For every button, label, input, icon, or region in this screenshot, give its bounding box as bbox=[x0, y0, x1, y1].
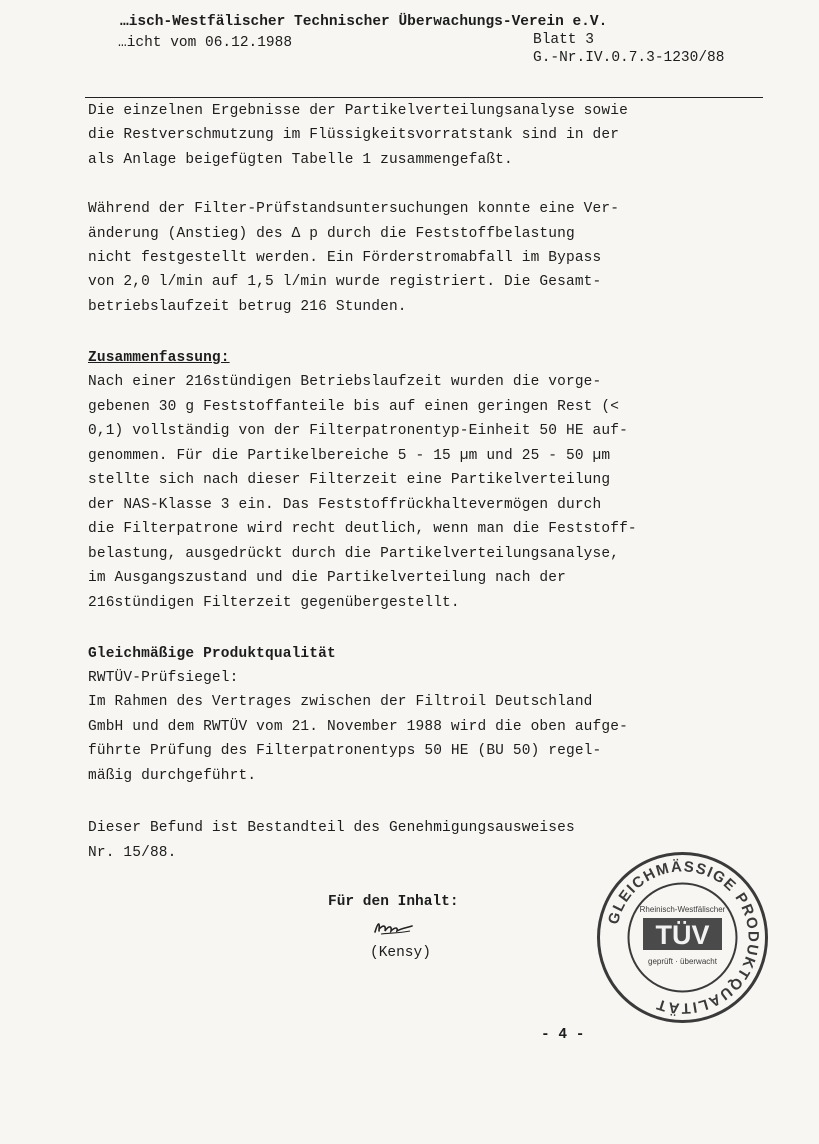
para2-line: Während der Filter-Prüfstandsuntersuchungen konnte eine Ver- bbox=[88, 201, 620, 217]
para1-line: die Restverschmutzung im Flüssigkeitsvorratstank sind in der bbox=[88, 127, 620, 143]
signature-name: (Kensy) bbox=[370, 945, 431, 961]
closing-line: Nr. 15/88. bbox=[88, 845, 177, 861]
summary-line: die Filterpatrone wird recht deutlich, wenn man die Feststoff- bbox=[88, 521, 637, 537]
seal-line: führte Prüfung des Filterpatronentyps 50 HE (BU 50) regel- bbox=[88, 743, 602, 759]
seal-line: mäßig durchgeführt. bbox=[88, 768, 257, 784]
summary-line: Nach einer 216stündigen Betriebslaufzeit wurden die vorge- bbox=[88, 374, 602, 390]
seal-line: GmbH und dem RWTÜV vom 21. November 1988 wird die oben aufge- bbox=[88, 719, 628, 735]
summary-line: der NAS-Klasse 3 ein. Das Feststoffrückhaltevermögen durch bbox=[88, 497, 602, 513]
summary-line: im Ausgangszustand und die Partikelverteilung nach der bbox=[88, 570, 566, 586]
para1-line: als Anlage beigefügten Tabelle 1 zusammengefaßt. bbox=[88, 152, 513, 168]
closing-line: Dieser Befund ist Bestandteil des Genehmigungsausweises bbox=[88, 820, 575, 836]
summary-line: 216stündigen Filterzeit gegenübergestellt. bbox=[88, 595, 460, 611]
summary-line: gebenen 30 g Feststoffanteile bis auf einen geringen Rest (< bbox=[88, 399, 620, 415]
para1-line: Die einzelnen Ergebnisse der Partikelverteilungsanalyse sowie bbox=[88, 103, 628, 119]
header-sheet-number: Blatt 3 bbox=[533, 32, 594, 48]
summary-line: genommen. Für die Partikelbereiche 5 - 15 µm und 25 - 50 µm bbox=[88, 448, 611, 464]
header-report-date: …icht vom 06.12.1988 bbox=[118, 35, 293, 51]
header-reference-number: G.-Nr.IV.0.7.3-1230/88 bbox=[533, 50, 725, 66]
seal-heading: RWTÜV-Prüfsiegel: bbox=[88, 670, 239, 686]
summary-heading: Zusammenfassung: bbox=[88, 350, 230, 366]
para2-line: nicht festgestellt werden. Ein Förderstromabfall im Bypass bbox=[88, 250, 602, 266]
signature-label: Für den Inhalt: bbox=[328, 894, 459, 910]
summary-line: stellte sich nach dieser Filterzeit eine Partikelverteilung bbox=[88, 472, 611, 488]
stamp-bottom-line: geprüft · überwacht bbox=[648, 957, 717, 966]
quality-heading: Gleichmäßige Produktqualität bbox=[88, 646, 336, 662]
header-organization: …isch-Westfälischer Technischer Überwachungs-Verein e.V. bbox=[120, 14, 608, 30]
para2-line: betriebslaufzeit betrug 216 Stunden. bbox=[88, 299, 407, 315]
stamp-logo: TÜV bbox=[655, 920, 710, 950]
seal-line: Im Rahmen des Vertrages zwischen der Filtroil Deutschland bbox=[88, 694, 593, 710]
summary-line: 0,1) vollständig von der Filterpatronentyp-Einheit 50 HE auf- bbox=[88, 423, 628, 439]
stamp-top-line: Rheinisch-Westfälischer bbox=[639, 905, 726, 914]
summary-line: belastung, ausgedrückt durch die Partikelverteilungsanalyse, bbox=[88, 546, 620, 562]
page-number: - 4 - bbox=[541, 1027, 585, 1043]
tuev-quality-stamp bbox=[595, 850, 770, 1025]
para2-line: änderung (Anstieg) des ∆ p durch die Feststoffbelastung bbox=[88, 226, 575, 242]
handwritten-signature bbox=[372, 918, 416, 938]
stamp-ring-text: GLEICHMÄSSIGE PRODUKTQUALITÄT bbox=[604, 858, 762, 1017]
para2-line: von 2,0 l/min auf 1,5 l/min wurde registriert. Die Gesamt- bbox=[88, 274, 602, 290]
header-divider bbox=[85, 97, 763, 98]
